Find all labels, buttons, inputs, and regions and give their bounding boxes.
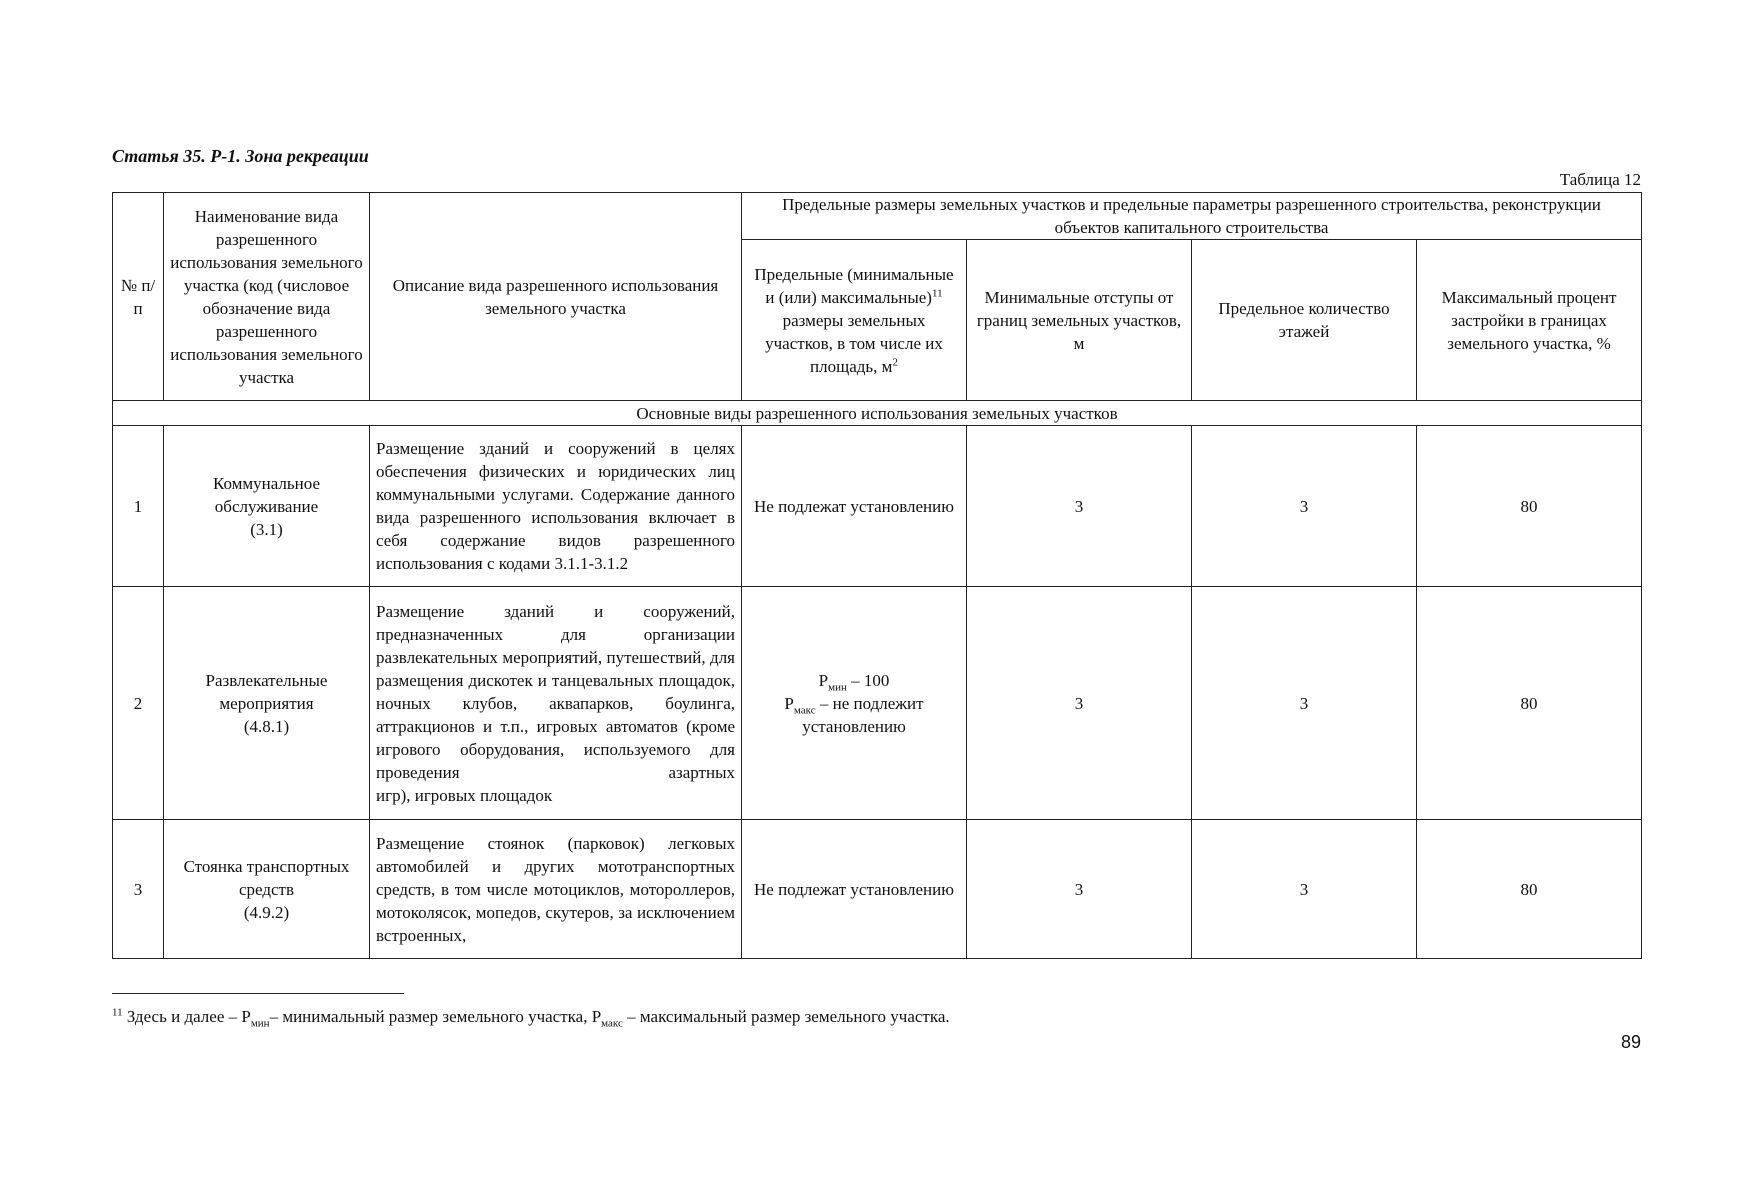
- row-floors: 3: [1192, 820, 1417, 959]
- page-number: 89: [1620, 1032, 1641, 1052]
- row-desc: [370, 426, 742, 587]
- row-setback: 3: [967, 587, 1192, 820]
- header-desc: Описание вида разрешенного использования земельного участка: [370, 193, 742, 401]
- row-size: Не подлежат установлению: [742, 426, 967, 587]
- section-title: Основные виды разрешенного использования земельных участков: [113, 401, 1642, 426]
- row-floors: 3: [1192, 426, 1417, 587]
- footnote-mark: 11: [112, 1006, 123, 1019]
- header-setback: Минимальные отступы от границ земельных участков, м: [967, 240, 1192, 401]
- row-size: [742, 587, 967, 820]
- row-desc-text: Размещение зданий и сооружений, предназначенных для организации развлекательных мероприятий, путешествий, для размещения дискотек и танцевальных площадок, ночных клубов, аквапарков, боулинга, аттракционов и т.п., игровых автоматов (кроме игрового оборудования, используемого для проведения азартных: [376, 601, 735, 782]
- row-desc-last: использования с кодами 3.1.1-3.1.2: [376, 554, 629, 573]
- row-coverage: 80: [1417, 820, 1642, 959]
- footnote-sub-1: мин: [250, 1017, 270, 1030]
- row-setback: 3: [967, 426, 1192, 587]
- row-code: (4.8.1): [243, 716, 290, 736]
- row-desc: [370, 820, 742, 959]
- row-coverage: 80: [1417, 587, 1642, 820]
- header-limits: Предельные размеры земельных участков и предельные параметры разрешенного строительства, реконструкции объектов капитального строительства: [742, 193, 1642, 240]
- row-name: [164, 820, 370, 959]
- row-desc-text: Размещение стоянок (парковок) легковых автомобилей и других мототранспортных средств, в том числе мотоциклов, мотороллеров, мотоколясок, мопедов, скутеров, за исключением встроенных,: [376, 833, 735, 945]
- table-row: [113, 820, 1642, 959]
- header-size-sup: 2: [892, 355, 898, 368]
- table-row: [113, 426, 1642, 587]
- section-row: [113, 401, 1642, 426]
- header-row-1: [113, 193, 1642, 240]
- row-name-text: Стоянка транспортных средств: [183, 856, 350, 899]
- size-max-label: Р: [784, 693, 794, 713]
- row-size: Не подлежат установлению: [742, 820, 967, 959]
- size-min-value: – 100: [851, 670, 890, 690]
- row-name: [164, 426, 370, 587]
- row-setback: 3: [967, 820, 1192, 959]
- header-name: Наименование вида разрешенного использования земельного участка (код (числовое обозначение вида разрешенного использования земельного участка: [164, 193, 370, 401]
- size-min-label: Р: [818, 670, 829, 690]
- header-num: № п/п: [113, 193, 164, 401]
- size-max-value: – не подлежит установлению: [802, 693, 924, 736]
- header-size-post: размеры земельных участков, в том числе их площадь, м: [765, 310, 943, 376]
- row-num: 2: [113, 587, 164, 820]
- footnote-text-1: Здесь и далее – Р: [126, 1007, 251, 1026]
- footnote-sub-2: макс: [601, 1017, 623, 1030]
- footnote-ref: 11: [931, 286, 943, 299]
- row-name: [164, 587, 370, 820]
- row-name-text: Коммунальное обслуживание: [212, 473, 321, 516]
- row-desc-text: Размещение зданий и сооружений в целях обеспечения физических и юридических лиц коммунальными услугами. Содержание данного вида разрешенного использования включает в себя содержание видов разрешенного: [376, 439, 735, 550]
- size-min-sub: мин: [828, 680, 847, 693]
- row-code: (4.9.2): [243, 902, 290, 922]
- row-coverage: 80: [1417, 426, 1642, 587]
- row-num: 3: [113, 820, 164, 959]
- row-code: (3.1): [250, 519, 283, 539]
- size-max-sub: макс: [793, 703, 816, 716]
- article-title: Статья 35. Р-1. Зона рекреации: [112, 146, 369, 166]
- row-desc: [370, 587, 742, 820]
- footnote-rule: [112, 993, 404, 994]
- footnote-text-2: – минимальный размер земельного участка, Р: [269, 1007, 602, 1026]
- header-floors: Предельное количество этажей: [1192, 240, 1417, 401]
- footnote: [112, 1006, 950, 1030]
- row-name-text: Развлекательные мероприятия: [205, 670, 328, 713]
- zone-table: [112, 192, 1642, 959]
- table-row: [113, 587, 1642, 820]
- footnote-text-3: – максимальный размер земельного участка.: [622, 1007, 950, 1026]
- row-floors: 3: [1192, 587, 1417, 820]
- row-num: 1: [113, 426, 164, 587]
- table-number: Таблица 12: [1559, 170, 1641, 189]
- header-coverage: Максимальный процент застройки в границах земельного участка, %: [1417, 240, 1642, 401]
- row-desc-last: игр), игровых площадок: [376, 785, 553, 805]
- header-size: [742, 240, 967, 401]
- header-size-pre: Предельные (минимальные и (или) максимальные): [754, 264, 954, 307]
